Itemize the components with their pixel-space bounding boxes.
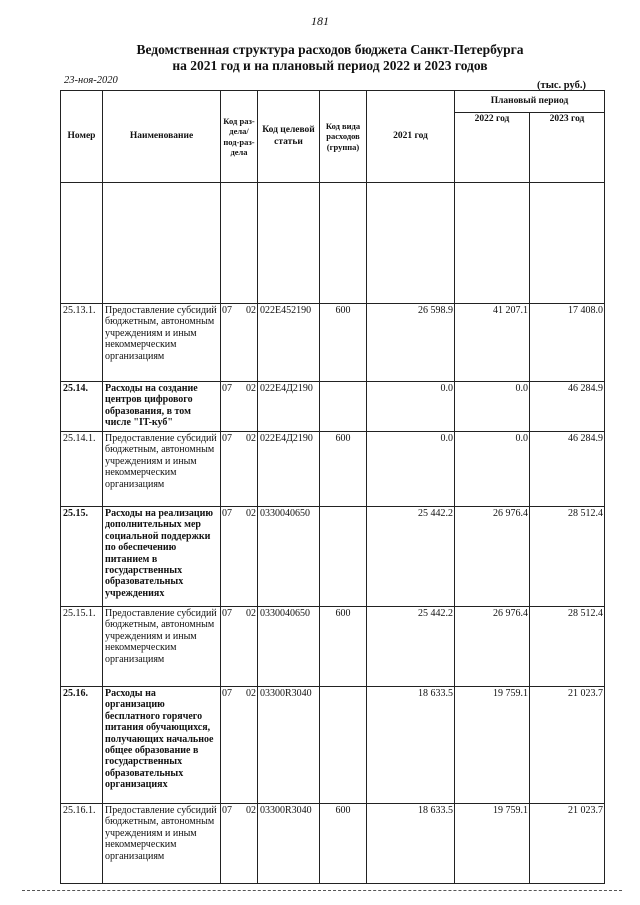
table-row: [61, 804, 605, 884]
title-line-2: на 2021 год и на плановый период 2022 и 2023 годов: [172, 58, 488, 73]
row-value-2022: 19 759.1: [455, 804, 530, 884]
row-section-code: [221, 432, 258, 507]
row-section-code: [221, 304, 258, 382]
row-value-2022: 0.0: [455, 382, 530, 432]
row-section-code: [221, 607, 258, 687]
row-subsection: 02: [246, 608, 256, 619]
row-target-code: 03300R3040: [258, 687, 320, 804]
row-number: 25.16.: [61, 687, 103, 804]
row-section: 07: [222, 433, 232, 444]
units-label: (тыс. руб.): [537, 80, 586, 91]
title-line-1: Ведомственная структура расходов бюджета Санкт-Петербурга: [136, 42, 524, 57]
row-expense-type: 600: [320, 804, 367, 884]
row-value-2022: 19 759.1: [455, 687, 530, 804]
footer-rule: [22, 890, 622, 892]
row-section: 07: [222, 805, 232, 816]
row-value-2021: 18 633.5: [367, 687, 455, 804]
row-section: 07: [222, 688, 232, 699]
header-number: Номер: [61, 91, 103, 183]
row-expense-type: 600: [320, 432, 367, 507]
row-subsection: 02: [246, 433, 256, 444]
header-section-code: Код раз-дела/ под-раз-дела: [221, 91, 258, 183]
table-row: [61, 507, 605, 607]
header-2021: 2021 год: [367, 91, 455, 183]
page-number: 181: [311, 14, 329, 28]
header-expense-type-code: Код вида расходов (группа): [320, 91, 367, 183]
row-target-code: 0330040650: [258, 607, 320, 687]
row-value-2022: 0.0: [455, 432, 530, 507]
table-row: [61, 304, 605, 382]
budget-table: [60, 90, 605, 884]
table-row: [61, 607, 605, 687]
row-section: 07: [222, 508, 232, 519]
document-title: [0, 42, 640, 74]
row-number: 25.14.: [61, 382, 103, 432]
row-value-2021: 25 442.2: [367, 507, 455, 607]
row-value-2023: 46 284.9: [530, 432, 605, 507]
header-name: Наименование: [103, 91, 221, 183]
row-name: Предоставление субсидий бюджетным, автономным учреждениям и иным некоммерческим организациям: [103, 304, 221, 382]
row-value-2023: 46 284.9: [530, 382, 605, 432]
row-value-2023: 17 408.0: [530, 304, 605, 382]
row-target-code: 022E452190: [258, 304, 320, 382]
row-expense-type: [320, 507, 367, 607]
row-subsection: 02: [246, 305, 256, 316]
row-name: Предоставление субсидий бюджетным, автономным учреждениям и иным некоммерческим организациям: [103, 432, 221, 507]
table-row: [61, 687, 605, 804]
row-expense-type: 600: [320, 304, 367, 382]
row-value-2023: 28 512.4: [530, 507, 605, 607]
document-date: 23-ноя-2020: [64, 75, 118, 86]
table-body: [61, 304, 605, 884]
row-expense-type: 600: [320, 607, 367, 687]
header-2022: 2022 год: [455, 113, 530, 183]
row-section: 07: [222, 305, 232, 316]
row-section-code: [221, 687, 258, 804]
row-number: 25.15.1.: [61, 607, 103, 687]
row-number: 25.14.1.: [61, 432, 103, 507]
table-row: [61, 382, 605, 432]
blank-row: [61, 183, 605, 304]
row-value-2022: 41 207.1: [455, 304, 530, 382]
row-value-2023: 21 023.7: [530, 687, 605, 804]
row-target-code: 0330040650: [258, 507, 320, 607]
row-value-2021: 25 442.2: [367, 607, 455, 687]
row-target-code: 022E4Д2190: [258, 432, 320, 507]
row-number: 25.15.: [61, 507, 103, 607]
row-section: 07: [222, 383, 232, 394]
row-name: Расходы на создание центров цифрового образования, в том числе "IT-куб": [103, 382, 221, 432]
row-number: 25.16.1.: [61, 804, 103, 884]
row-value-2023: 28 512.4: [530, 607, 605, 687]
row-section: 07: [222, 608, 232, 619]
row-value-2021: 0.0: [367, 382, 455, 432]
row-value-2022: 26 976.4: [455, 607, 530, 687]
row-value-2021: 26 598.9: [367, 304, 455, 382]
row-subsection: 02: [246, 383, 256, 394]
row-section-code: [221, 507, 258, 607]
header-2023: 2023 год: [530, 113, 605, 183]
row-section-code: [221, 382, 258, 432]
row-value-2023: 21 023.7: [530, 804, 605, 884]
row-name: Расходы на организацию бесплатного горячего питания обучающихся, получающих начальное общее образование в государственных образовательных организациях: [103, 687, 221, 804]
row-subsection: 02: [246, 805, 256, 816]
row-expense-type: [320, 382, 367, 432]
table-row: [61, 432, 605, 507]
row-subsection: 02: [246, 508, 256, 519]
row-value-2021: 0.0: [367, 432, 455, 507]
row-expense-type: [320, 687, 367, 804]
row-value-2022: 26 976.4: [455, 507, 530, 607]
row-section-code: [221, 804, 258, 884]
row-number: 25.13.1.: [61, 304, 103, 382]
row-name: Предоставление субсидий бюджетным, автономным учреждениям и иным некоммерческим организациям: [103, 607, 221, 687]
header-planned-period: Плановый период: [455, 91, 605, 113]
row-subsection: 02: [246, 688, 256, 699]
row-name: Предоставление субсидий бюджетным, автономным учреждениям и иным некоммерческим организациям: [103, 804, 221, 884]
header-target-code: Код целевой статьи: [258, 91, 320, 183]
row-name: Расходы на реализацию дополнительных мер социальной поддержки по обеспечению питанием в государственных образовательных учреждениях: [103, 507, 221, 607]
row-value-2021: 18 633.5: [367, 804, 455, 884]
row-target-code: 03300R3040: [258, 804, 320, 884]
row-target-code: 022E4Д2190: [258, 382, 320, 432]
